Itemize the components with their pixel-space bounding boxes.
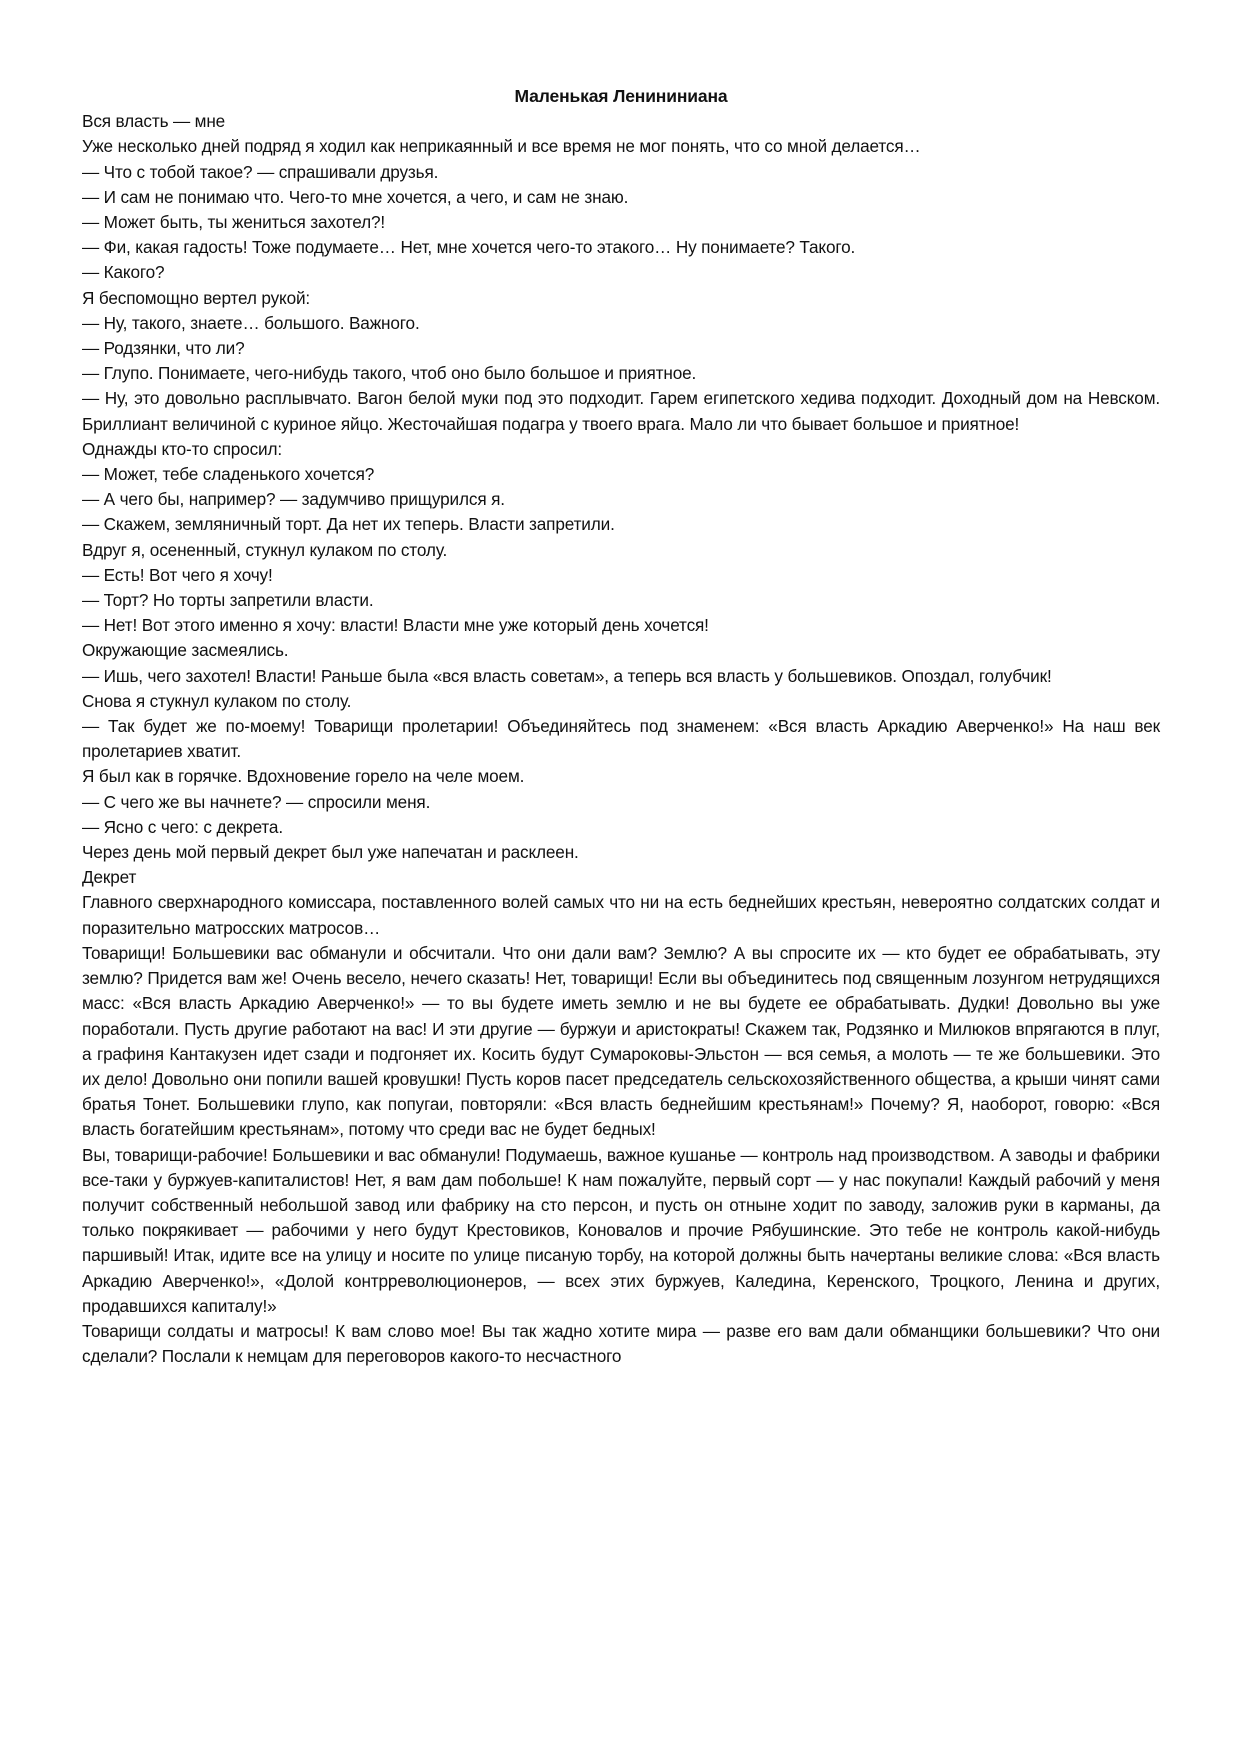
paragraph: Я был как в горячке. Вдохновение горело на челе моем. bbox=[82, 766, 525, 787]
paragraph: — И сам не понимаю что. Чего-то мне хочется, а чего, и сам не знаю. bbox=[82, 186, 629, 207]
paragraph: — Торт? Но торты запретили власти. bbox=[82, 590, 374, 611]
paragraph: Я беспомощно вертел рукой: bbox=[82, 287, 311, 308]
paragraph: — Ну, такого, знаете… большого. Важного. bbox=[82, 312, 420, 333]
paragraph: Через день мой первый декрет был уже напечатан и расклеен. bbox=[82, 842, 579, 863]
paragraph: — Нет! Вот этого именно я хочу: власти! Власти мне уже который день хочется! bbox=[82, 615, 709, 636]
paragraph: Снова я стукнул кулаком по столу. bbox=[82, 690, 352, 711]
paragraph: Товарищи! Большевики вас обманули и обсчитали. Что они дали вам? Землю? А вы спросите их — кто будет ее обрабатывать, эту землю? Придется вам же! Очень весело, нечего сказать! Нет, товарищи! Если вы объединитесь под священным лозунгом нетрудящихся масс: «Вся власть Аркадию Аверченко!» — то вы будете иметь землю и не вы будете ее обрабатывать. Дудки! Довольно вы уже поработали. Пусть другие работают на вас! И эти другие — буржуи и аристократы! Скажем так, Родзянко и Милюков впрягаются в плуг, а графиня Кантакузен идет сзади и подгоняет их. Косить будут Сумароковы-Эльстон — вся семья, а молоть — те же большевики. Это их дело! Довольно они попили вашей кровушки! Пусть коров пасет председатель сельскохозяйственного общества, а крыши чинят сами братья Тонет. Большевики глупо, как попугаи, повторяли: «Вся власть беднейшим крестьянам!» Почему? Я, наоборот, говорю: «Вся власть богатейшим крестьянам», потому что среди вас не будет бедных! bbox=[82, 942, 1160, 1140]
document-page bbox=[82, 84, 1160, 1369]
paragraph: — Может, тебе сладенького хочется? bbox=[82, 464, 375, 485]
decree-heading: Декрет bbox=[82, 867, 137, 888]
paragraph: Вы, товарищи-рабочие! Большевики и вас обманули! Подумаешь, важное кушанье — контроль над производством. А заводы и фабрики все-таки у буржуев-капиталистов! Нет, я вам дам побольше! К нам пожалуйте, первый сорт — у нас покупали! Каждый рабочий у меня получит собственный небольшой завод или фабрику на сто персон, и пусть он отныне ходит по заводу, заложив руки в карманы, да только покрякивает — рабочими у него будут Крестовиков, Коновалов и прочие Рябушинские. Это тебе не контроль какой-нибудь паршивый! Итак, идите все на улицу и носите по улице писаную торбу, на которой должны быть начертаны великие слова: «Вся власть Аркадию Аверченко!», «Долой контрреволюционеров, — всех этих буржуев, Каледина, Керенского, Троцкого, Ленина и других, продавшихся капиталу!» bbox=[82, 1144, 1160, 1316]
paragraph: Вся власть — мне bbox=[82, 111, 226, 132]
paragraph: Однажды кто-то спросил: bbox=[82, 438, 282, 459]
paragraph: — Фи, какая гадость! Тоже подумаете… Нет, мне хочется чего-то этакого… Ну понимаете? Такого. bbox=[82, 237, 856, 258]
paragraph: — Ну, это довольно расплывчато. Вагон белой муки под это подходит. Гарем египетского хедива подходит. Доходный дом на Невском. Бриллиант величиной с куриное яйцо. Жесточайшая подагра у твоего врага. Мало ли что бывает большое и приятное! bbox=[82, 388, 1160, 434]
document-body bbox=[82, 109, 1160, 1369]
paragraph: — С чего же вы начнете? — спросили меня. bbox=[82, 791, 431, 812]
paragraph: — Так будет же по-моему! Товарищи пролетарии! Объединяйтесь под знаменем: «Вся власть Аркадию Аверченко!» На наш век пролетариев хватит. bbox=[82, 716, 1160, 762]
paragraph: Товарищи солдаты и матросы! К вам слово мое! Вы так жадно хотите мира — разве его вам дали обманщики большевики? Что они сделали? Послали к немцам для переговоров какого-то несчастного bbox=[82, 1320, 1160, 1367]
paragraph: — Глупо. Понимаете, чего-нибудь такого, чтоб оно было большое и приятное. bbox=[82, 363, 697, 384]
paragraph: Главного сверхнародного комиссара, поставленного волей самых что ни на есть беднейших крестьян, невероятно солдатских солдат и поразительно матросских матросов… bbox=[82, 892, 1160, 938]
paragraph: — Есть! Вот чего я хочу! bbox=[82, 564, 273, 585]
paragraph: — Скажем, земляничный торт. Да нет их теперь. Власти запретили. bbox=[82, 514, 615, 535]
paragraph: Вдруг я, осененный, стукнул кулаком по столу. bbox=[82, 539, 448, 560]
paragraph: — Родзянки, что ли? bbox=[82, 338, 245, 359]
paragraph: — Что с тобой такое? — спрашивали друзья. bbox=[82, 161, 439, 182]
paragraph: — Ишь, чего захотел! Власти! Раньше была «вся власть советам», а теперь вся власть у большевиков. Опоздал, голубчик! bbox=[82, 665, 1052, 686]
paragraph: — А чего бы, например? — задумчиво прищурился я. bbox=[82, 489, 505, 510]
document-title: Маленькая Ленининиана bbox=[514, 86, 728, 106]
paragraph: — Ясно с чего: с декрета. bbox=[82, 816, 283, 837]
paragraph: — Может быть, ты жениться захотел?! bbox=[82, 212, 385, 232]
paragraph: Окружающие засмеялись. bbox=[82, 640, 289, 661]
paragraph: Уже несколько дней подряд я ходил как неприкаянный и все время не мог понять, что со мной делается… bbox=[82, 136, 921, 157]
paragraph: — Какого? bbox=[82, 262, 165, 283]
